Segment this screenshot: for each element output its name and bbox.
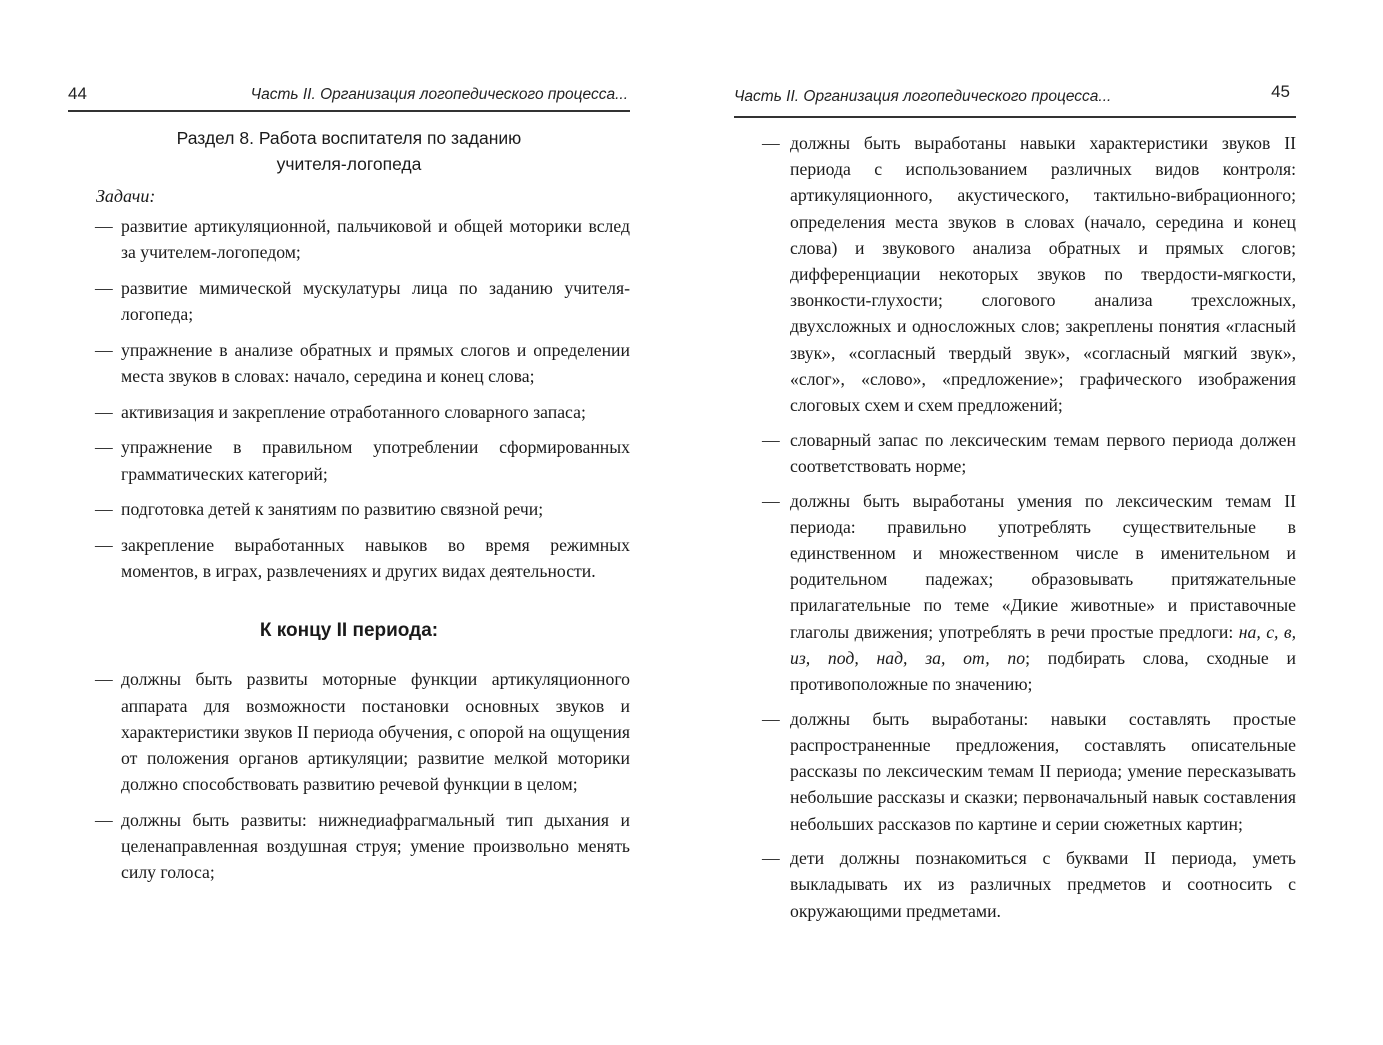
left-page <box>68 0 630 1045</box>
list-item: — развитие мимической мускулатуры лица по заданию учителя-логопеда; <box>68 275 630 327</box>
list-item: — должны быть выработаны навыки характеристики звуков II периода с использованием различных видов контроля: артикуляционного, акустического, тактильно-вибрационного; определения места звуков в словах (начало, середина и конец слова) и звукового анализа обратных и прямых слогов; дифференциации некоторых звуков по твердости-мягкости, звонкости-глухости; слогового анализа трехсложных, двухсложных и односложных слов; закреплены понятия «гласный звук», «согласный твердый звук», «согласный мягкий звук», «слог», «слово», «предложение»; графического изображения слоговых схем и схем предложений; <box>734 130 1296 418</box>
period-heading: К концу II периода: <box>259 620 439 642</box>
list-item: — активизация и закрепление отработанного словарного запаса; <box>68 399 630 425</box>
list-item: — должны быть развиты: нижнедиафрагмальный тип дыхания и целенаправленная воздушная струя; умение произвольно менять силу голоса; <box>68 807 630 886</box>
list-item <box>734 488 1296 698</box>
list-item: — дети должны познакомиться с буквами II периода, уметь выкладывать их из различных предметов и соотносить с окружающими предметами. <box>734 845 1296 924</box>
running-head: Часть II. Организация логопедического процесса... <box>250 86 628 103</box>
right-page-header <box>734 80 1296 118</box>
subheading: Задачи: <box>96 186 156 206</box>
right-page-content <box>734 130 1296 932</box>
list-item: — должны быть выработаны: навыки составлять простые распространенные предложения, составлять описательные рассказы по лексическим темам II периода; умение пересказывать небольшие рассказы и сказки; первоначальный навык составления небольших рассказов по картине и серии сюжетных картин; <box>734 706 1296 837</box>
left-page-content <box>68 125 630 895</box>
list-item: — упражнение в правильном употреблении сформированных грамматических категорий; <box>68 434 630 486</box>
prepositions-italic: на, с, в, из, под, над, за, от, по <box>790 621 1296 668</box>
list-item: — словарный запас по лексическим темам первого периода должен соответствовать норме; <box>734 427 1296 479</box>
list-item: — должны быть развиты моторные функции артикуляционного аппарата для возможности постановки основных звуков и характеристики звуков II периода обучения, с опорой на ощущения от положения органов артикуляции; развитие мелкой моторики должно способствовать развитию речевой функции в целом; <box>68 666 630 797</box>
list-item: — развитие артикуляционной, пальчиковой и общей моторики вслед за учителем-логопедом; <box>68 213 630 265</box>
page-number: 44 <box>68 84 87 103</box>
results-list-continued <box>734 130 1296 924</box>
section-title-line: Раздел 8. Работа воспитателя по заданию <box>176 128 522 148</box>
running-head: Часть II. Организация логопедического процесса... <box>734 88 1112 105</box>
item-text-tail: ; подбирать слова, сходные и противоположные по значению; <box>790 647 1296 695</box>
right-page <box>734 0 1296 1045</box>
left-page-header <box>68 80 630 112</box>
section-title <box>68 125 630 177</box>
section-title-line: учителя-логопеда <box>276 154 422 174</box>
results-list <box>68 666 630 885</box>
list-item: — подготовка детей к занятиям по развитию связной речи; <box>68 496 630 522</box>
list-item: — упражнение в анализе обратных и прямых слогов и определении места звуков в словах: начало, середина и конец слова; <box>68 337 630 389</box>
page-number: 45 <box>1271 82 1290 101</box>
list-item: — закрепление выработанных навыков во время режимных моментов, в играх, развлечениях и других видах деятельности. <box>68 532 630 584</box>
tasks-list <box>68 213 630 584</box>
item-text: должны быть выработаны умения по лексическим темам II периода: правильно употреблять существительные в единственном и множественном числе в именительном и родительном падежах; образовывать притяжательные прилагательные по теме «Дикие животные» и приставочные глаголы движения; употреблять в речи простые предлоги: <box>790 490 1296 642</box>
